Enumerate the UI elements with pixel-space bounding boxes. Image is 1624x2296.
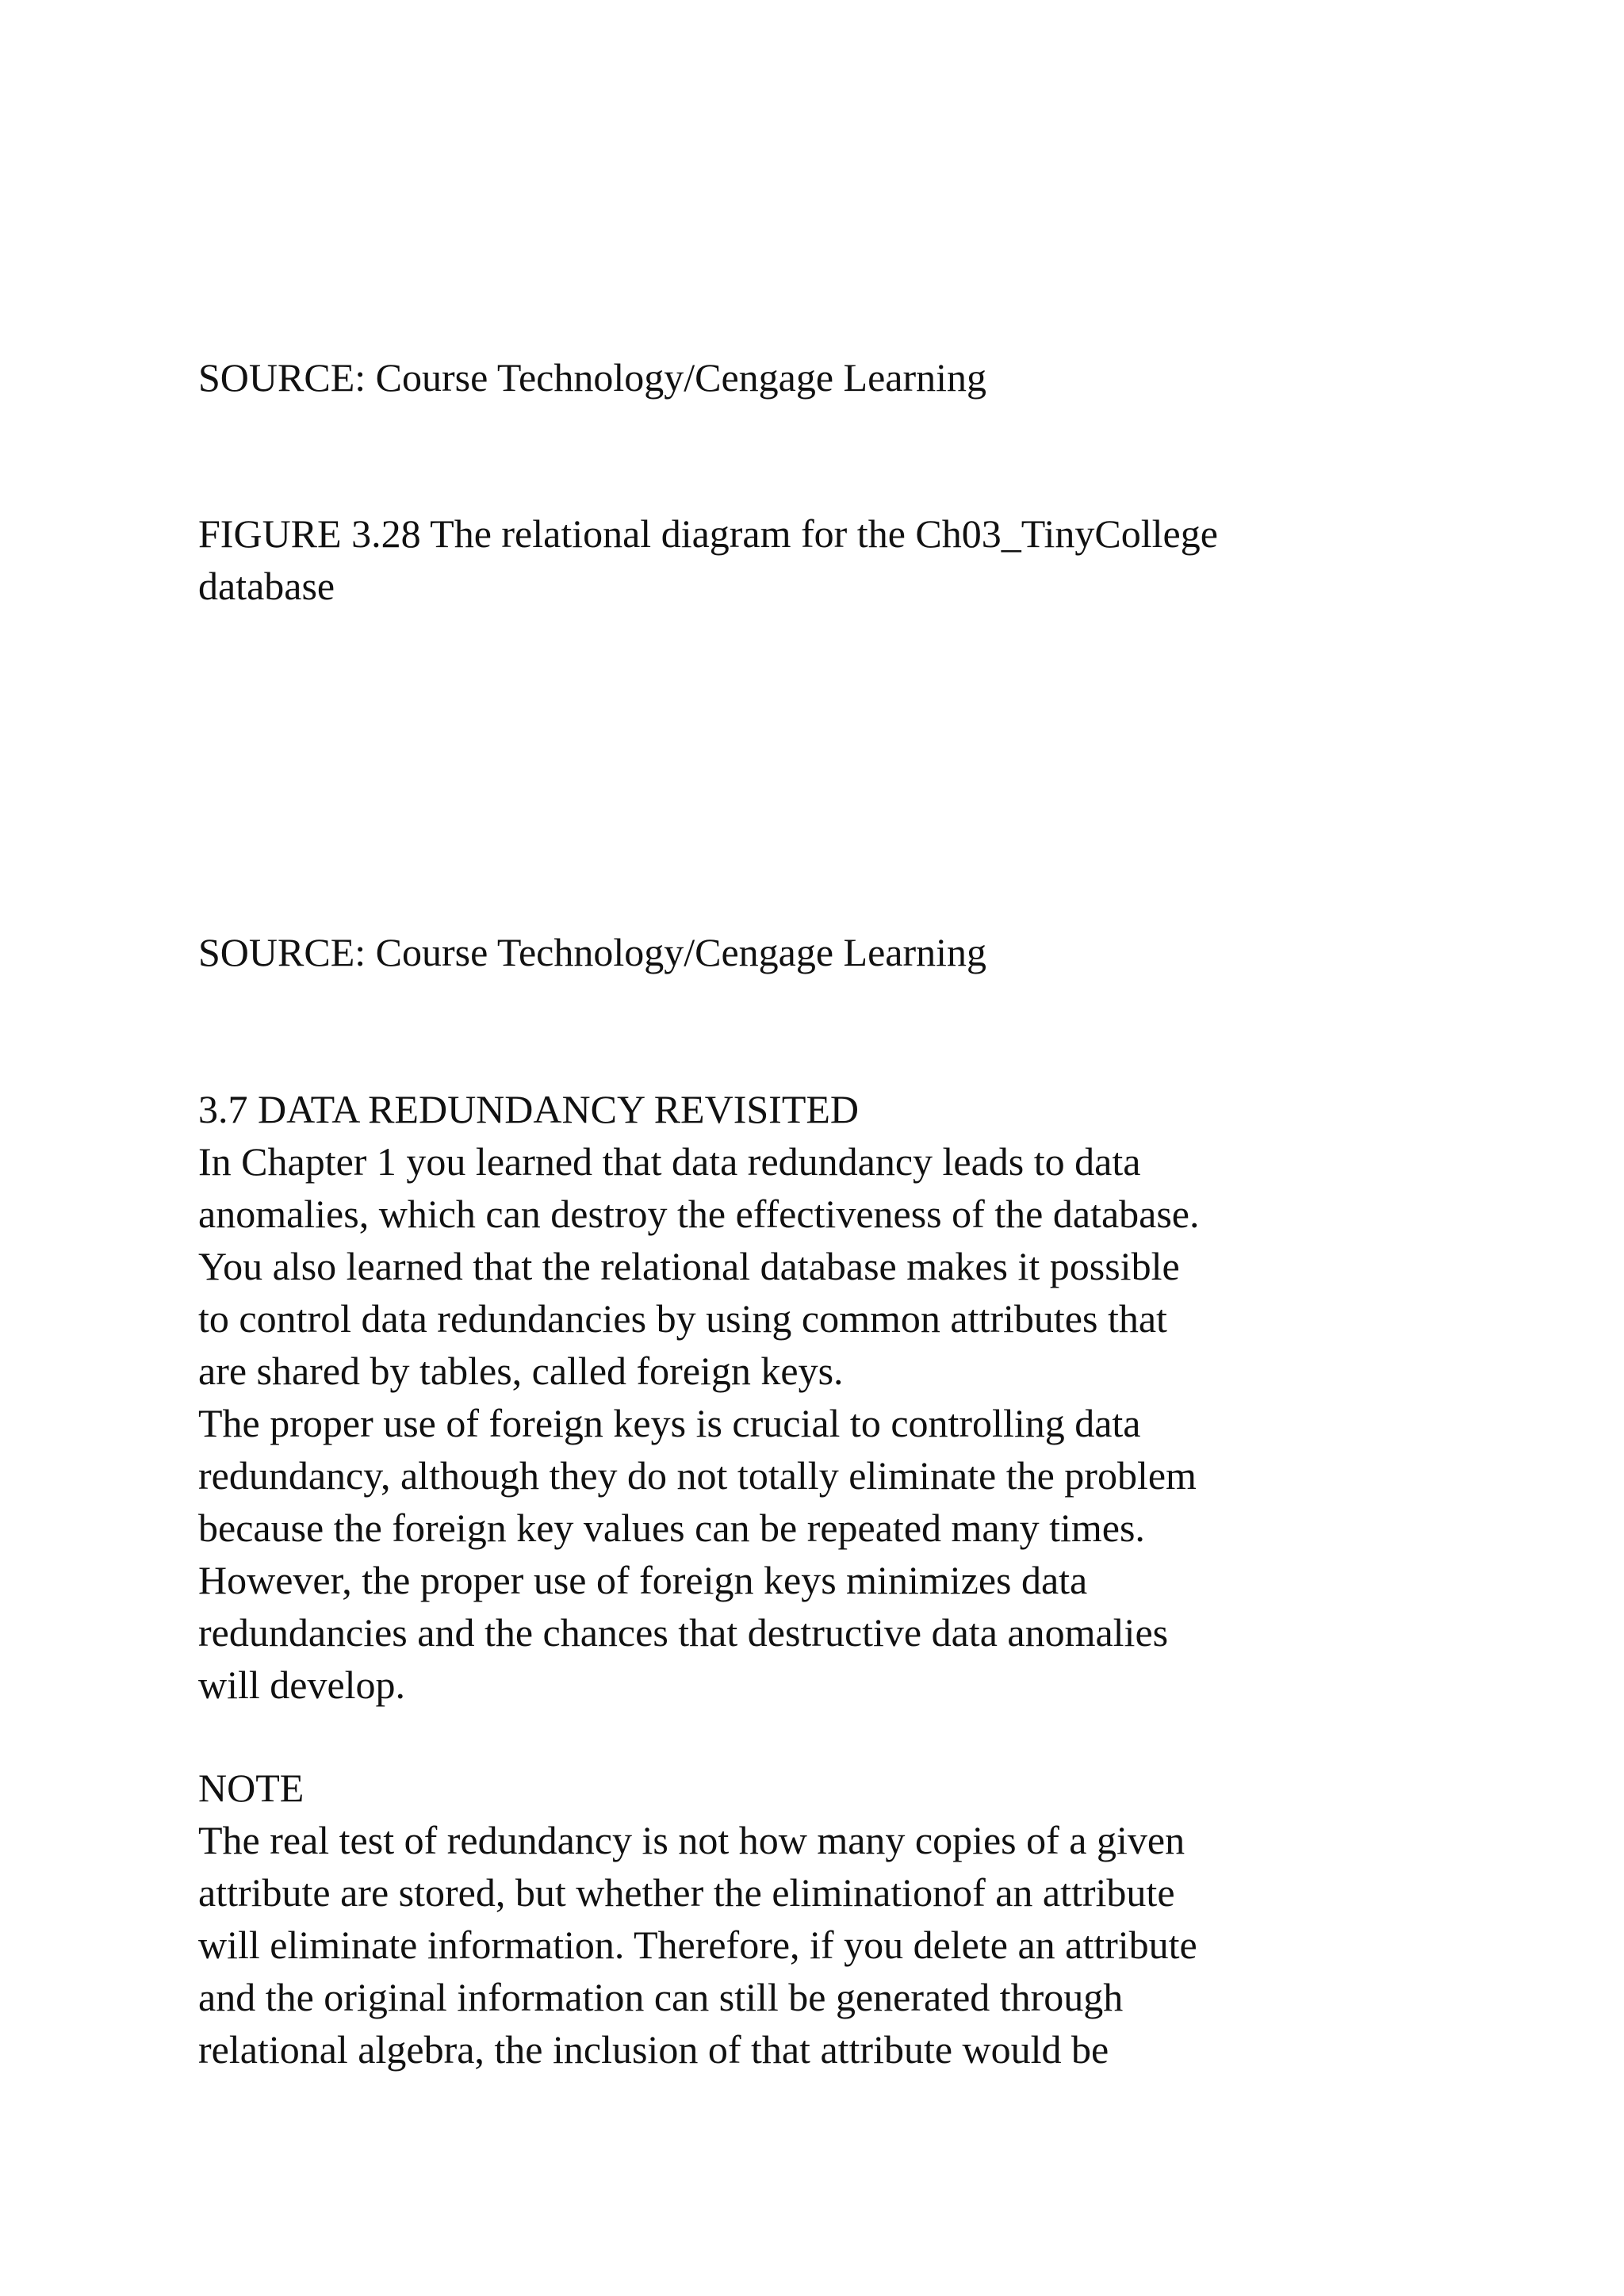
section-heading <box>198 1083 859 1135</box>
paragraph-line: redundancy, although they do not totally eliminate the problem <box>198 1453 1197 1498</box>
note-label-text: NOTE <box>198 1766 304 1810</box>
section-heading-text: 3.7 DATA REDUNDANCY REVISITED <box>198 1087 860 1131</box>
paragraph-line: anomalies, which can destroy the effectiveness of the database. <box>198 1192 1200 1236</box>
note-line: relational algebra, the inclusion of that attribute would be <box>198 2027 1109 2072</box>
paragraph-line: will develop. <box>198 1663 406 1707</box>
source-credit-top <box>198 351 986 404</box>
note-line: attribute are stored, but whether the eliminationof an attribute <box>198 1870 1175 1915</box>
figure-caption <box>198 507 1218 612</box>
note-line: will eliminate information. Therefore, if you delete an attribute <box>198 1923 1197 1967</box>
note-label <box>198 1762 304 1814</box>
paragraph-line: In Chapter 1 you learned that data redundancy leads to data <box>198 1139 1141 1184</box>
paragraph-line: because the foreign key values can be repeated many times. <box>198 1506 1145 1550</box>
note-body <box>198 1814 1197 2076</box>
paragraph-line: are shared by tables, called foreign keys. <box>198 1349 844 1393</box>
paragraph-line: You also learned that the relational database makes it possible <box>198 1244 1180 1288</box>
note-line: and the original information can still be generated through <box>198 1975 1124 2019</box>
source-credit-text: SOURCE: Course Technology/Cengage Learning <box>198 930 987 974</box>
paragraph-line: However, the proper use of foreign keys minimizes data <box>198 1558 1088 1602</box>
paragraph-line: The proper use of foreign keys is crucial to controlling data <box>198 1401 1141 1445</box>
source-credit-text: SOURCE: Course Technology/Cengage Learning <box>198 355 987 400</box>
note-line: The real test of redundancy is not how many copies of a given <box>198 1818 1185 1862</box>
paragraph-2 <box>198 1397 1197 1711</box>
figure-caption-line: database <box>198 564 335 608</box>
paragraph-1 <box>198 1135 1199 1397</box>
paragraph-line: to control data redundancies by using common attributes that <box>198 1296 1167 1341</box>
figure-caption-line: FIGURE 3.28 The relational diagram for the Ch03_TinyCollege <box>198 511 1218 556</box>
paragraph-line: redundancies and the chances that destructive data anomalies <box>198 1610 1169 1655</box>
source-credit-bottom <box>198 926 986 978</box>
